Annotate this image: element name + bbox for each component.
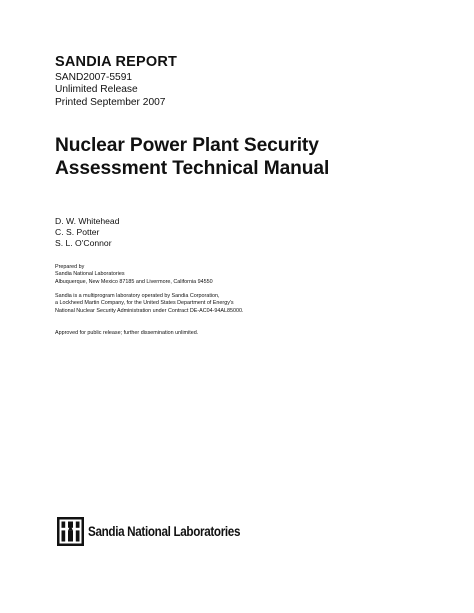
author: D. W. Whitehead bbox=[55, 216, 120, 226]
document-title-line-1: Nuclear Power Plant Security bbox=[55, 135, 319, 156]
report-number: SAND2007-5591 bbox=[55, 72, 133, 83]
author: S. L. O'Connor bbox=[55, 238, 112, 249]
operating-statement-line: Sandia is a multiprogram laboratory operated by Sandia Corporation, bbox=[55, 293, 220, 299]
prepared-by-block bbox=[55, 264, 213, 286]
print-date: Printed September 2007 bbox=[55, 96, 166, 108]
prepared-org: Sandia National Laboratories bbox=[55, 271, 125, 278]
report-series-title: SANDIA REPORT bbox=[55, 54, 178, 70]
operating-statement bbox=[55, 293, 243, 315]
sandia-thunderbird-icon bbox=[57, 517, 84, 546]
report-meta bbox=[55, 72, 177, 109]
operating-statement-line: a Lockheed Martin Company, for the United States Department of Energy's bbox=[55, 300, 234, 307]
logo-wordmark: Sandia National Laboratories bbox=[88, 524, 241, 539]
sandia-logo bbox=[57, 517, 265, 546]
report-header bbox=[55, 54, 177, 109]
prepared-label: Prepared by bbox=[55, 264, 85, 270]
release-status: Unlimited Release bbox=[55, 84, 138, 96]
document-title-line-2: Assessment Technical Manual bbox=[55, 158, 330, 179]
prepared-address: Albuquerque, New Mexico 87185 and Livermore, California 94550 bbox=[55, 278, 213, 285]
document-title bbox=[55, 134, 329, 180]
operating-statement-line: National Nuclear Security Administration under Contract DE-AC04-94AL85000. bbox=[55, 307, 244, 314]
release-approval-note: Approved for public release; further dissemination unlimited. bbox=[55, 330, 199, 336]
author: C. S. Potter bbox=[55, 227, 100, 238]
author-list bbox=[55, 216, 119, 250]
